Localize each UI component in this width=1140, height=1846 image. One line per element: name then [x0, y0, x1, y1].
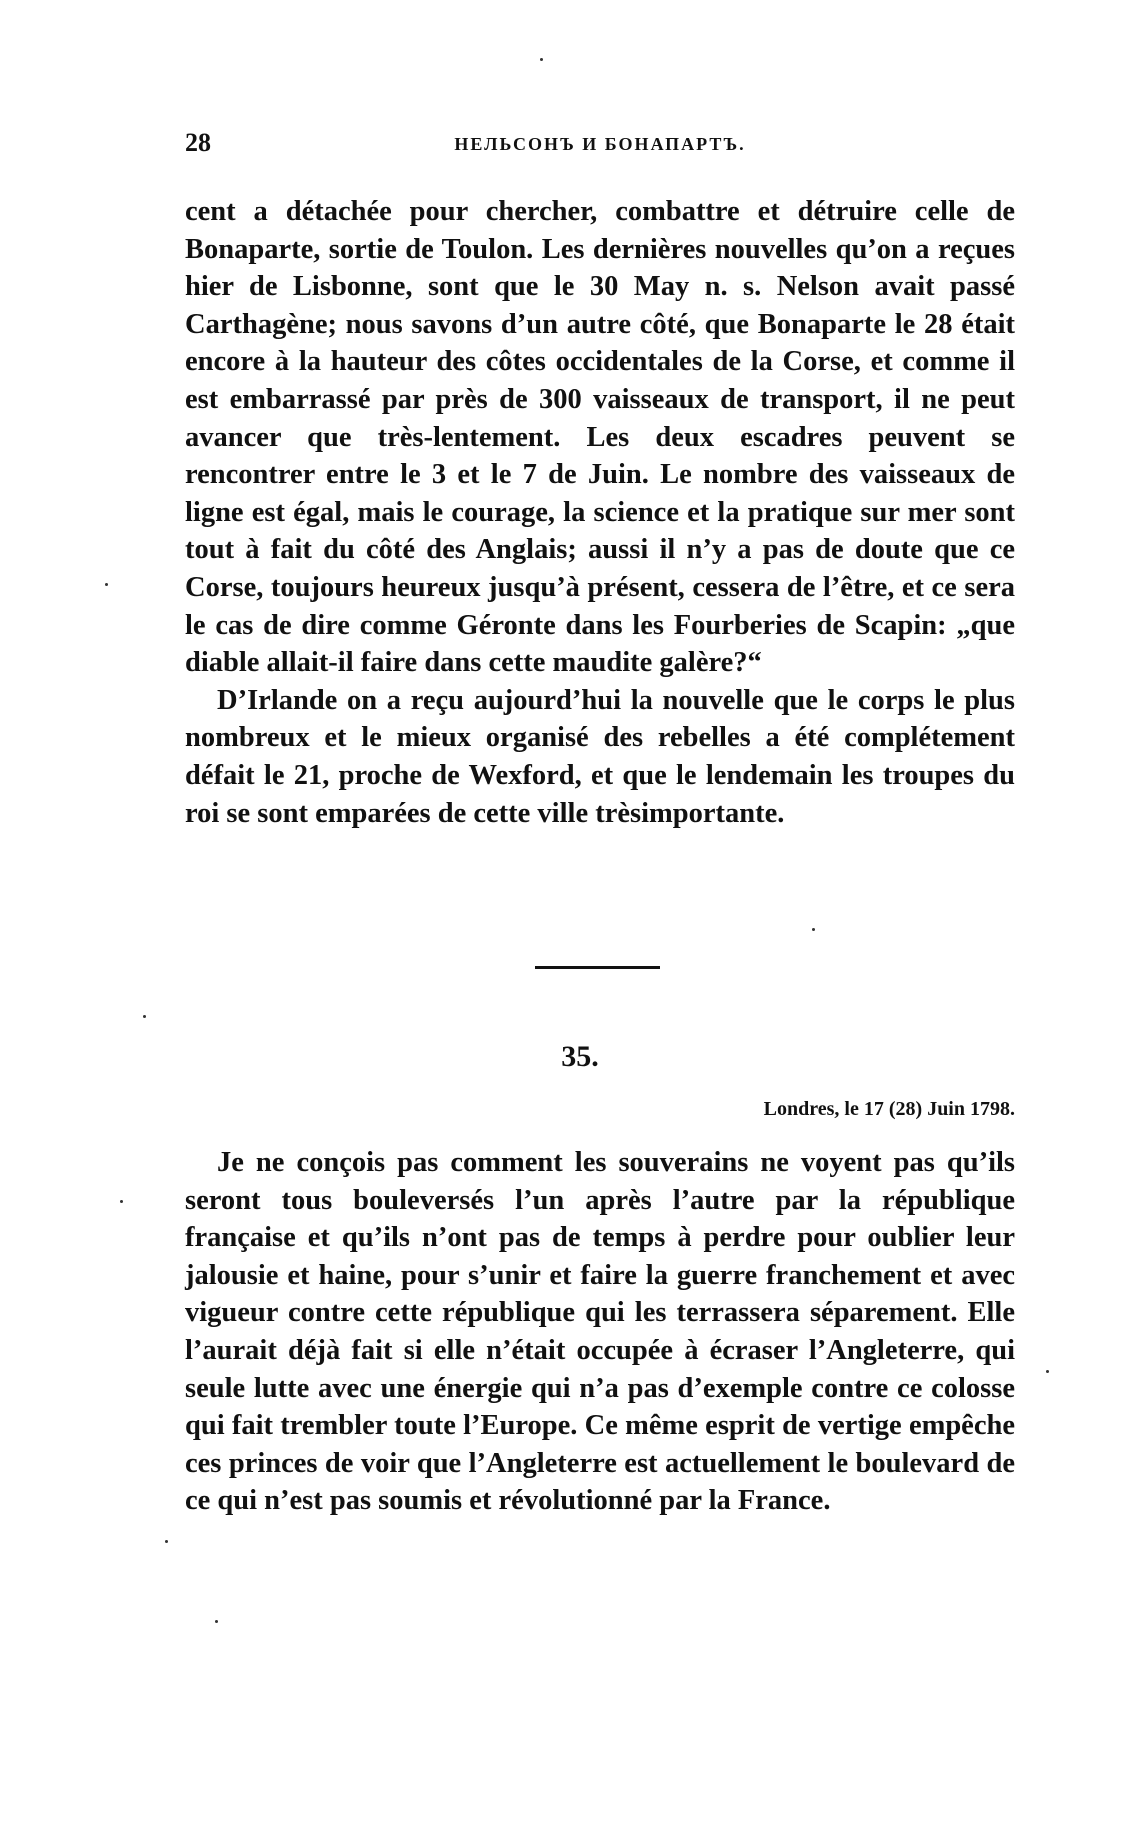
scan-speck	[105, 583, 108, 586]
letter-number: 35.	[561, 1040, 599, 1073]
running-title: НЕЛЬСОНЪ И БОНАПАРТЪ.	[454, 134, 746, 154]
continued-paragraph: cent a détachée pour chercher, combattre et détruire celle de Bonaparte, sortie de Toulon. Les dernières nouvelles qu’on a reçues hier de Lisbonne, sont que le 30 May n. s. Nelson avait passé Carthagène; nous savons d’un autre côté, que Bonaparte le 28 était encore à la hauteur des côtes occidentales de la Corse, et comme il est embarrassé par près de 300 vaisseaux de transport, il ne peut avancer que très-lentement. Les deux escadres peuvent se rencontrer entre le 3 et le 7 de Juin. Le nombre des vaisseaux de ligne est égal, mais le courage, la science et la pratique sur mer sont tout à fait du côté des Anglais; aussi il n’y a pas de doute que ce Corse, toujours heureux jusqu’à présent, cessera de l’être, et ce sera le cas de dire comme Géronte dans les Fourberies de Scapin: „que diable allait-il faire dans cette maudite galère?“	[185, 196, 1015, 679]
scan-speck	[120, 1200, 123, 1203]
ireland-news-paragraph: D’Irlande on a reçu aujourd’hui la nouvelle que le corps le plus nombreux et le mieux organisé des rebelles a été complétement défait le 21, proche de Wexford, et que le lendemain les troupes du roi se sont emparées de cette ville trèsimportante.	[185, 684, 1015, 829]
page-number: 28	[185, 128, 211, 157]
section-divider	[535, 966, 660, 969]
scan-speck	[540, 58, 543, 61]
letter-body	[185, 1144, 1015, 1520]
scan-speck	[165, 1540, 168, 1543]
scan-speck	[1046, 1370, 1049, 1373]
scan-speck	[215, 1620, 218, 1623]
page-header	[185, 128, 1015, 168]
scan-speck	[143, 1015, 146, 1018]
letter-dateline: Londres, le 17 (28) Juin 1798.	[763, 1098, 1015, 1120]
continued-letter-text	[185, 193, 1015, 832]
scan-speck	[812, 928, 815, 931]
letter-paragraph: Je ne conçois pas comment les souverains ne voyent pas qu’ils seront tous bouleversés l’un après l’autre par la république française et qu’ils n’ont pas de temps à perdre pour oublier leur jalousie et haine, pour s’unir et faire la guerre franchement et avec vigueur contre cette république qui les terrassera séparement. Elle l’aurait déjà fait si elle n’était occupée à écraser l’Angleterre, qui seule lutte avec une énergie qui n’a pas d’exemple contre ce colosse qui fait trembler toute l’Europe. Ce même esprit de vertige empêche ces princes de voir que l’Angleterre est actuellement le boulevard de ce qui n’est pas soumis et révolutionné par la France.	[185, 1147, 1015, 1517]
